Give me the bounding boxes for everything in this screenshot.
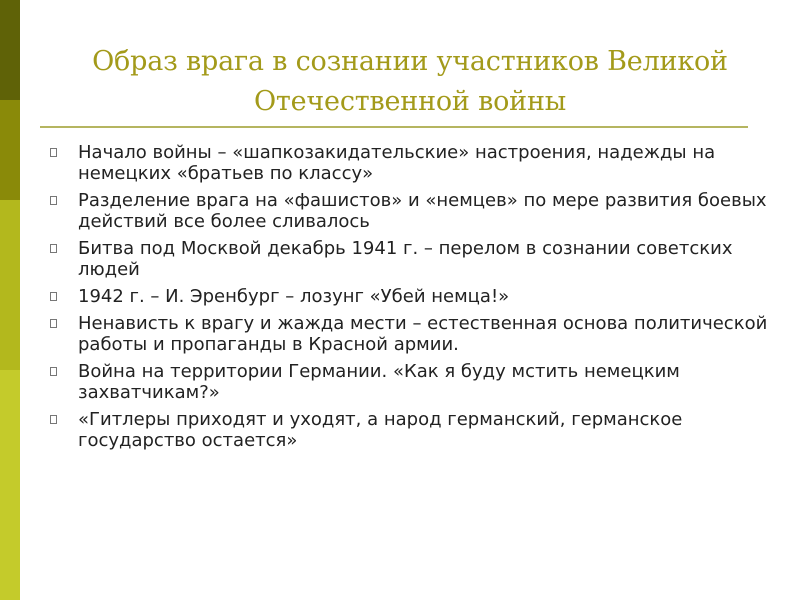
square-bullet-icon	[50, 148, 57, 157]
decorative-sidebar	[0, 0, 20, 600]
sidebar-segment	[0, 370, 20, 600]
square-bullet-icon	[50, 292, 57, 301]
bullet-list	[50, 142, 770, 457]
bullet-text: Война на территории Германии. «Как я буду мстить немецким захватчикам?»	[78, 361, 680, 403]
square-bullet-icon	[50, 415, 57, 424]
bullet-text: 1942 г. – И. Эренбург – лозунг «Убей немца!»	[78, 286, 510, 307]
list-item	[50, 286, 770, 307]
bullet-text: Ненависть к врагу и жажда мести – естественная основа политической работы и пропаганды в Красной армии.	[78, 313, 768, 355]
list-item	[50, 409, 770, 451]
square-bullet-icon	[50, 367, 57, 376]
square-bullet-icon	[50, 319, 57, 328]
sidebar-segment	[0, 200, 20, 370]
square-bullet-icon	[50, 244, 57, 253]
bullet-text: Разделение врага на «фашистов» и «немцев» по мере развития боевых действий все более сливалось	[78, 190, 767, 232]
sidebar-segment	[0, 100, 20, 200]
slide-title: Образ врага в сознании участников Великой Отечественной войны	[92, 46, 728, 117]
square-bullet-icon	[50, 196, 57, 205]
bullet-text: Начало войны – «шапкозакидательские» настроения, надежды на немецких «братьев по классу»	[78, 142, 716, 184]
bullet-text: «Гитлеры приходят и уходят, а народ германский, германское государство остается»	[78, 409, 683, 451]
list-item	[50, 142, 770, 184]
title-divider	[40, 126, 748, 128]
list-item	[50, 238, 770, 280]
list-item	[50, 361, 770, 403]
list-item	[50, 313, 770, 355]
sidebar-segment	[0, 0, 20, 100]
list-item	[50, 190, 770, 232]
bullet-text: Битва под Москвой декабрь 1941 г. – перелом в сознании советских людей	[78, 238, 733, 280]
